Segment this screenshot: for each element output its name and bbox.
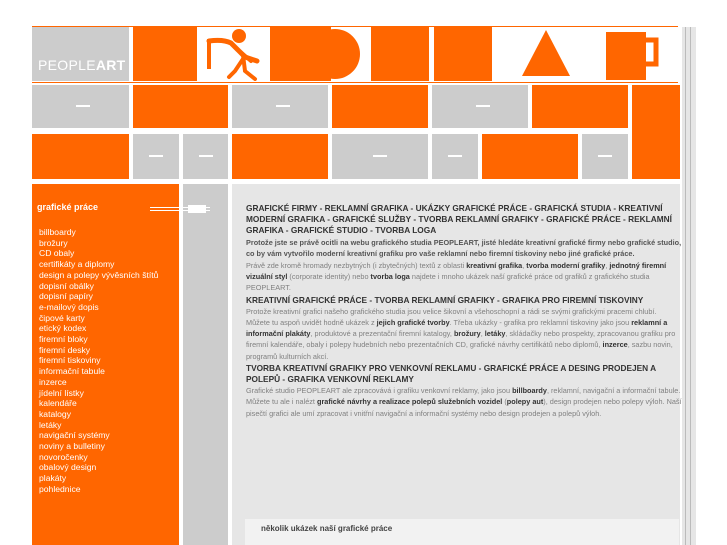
nav-block[interactable] xyxy=(183,134,228,179)
sidebar-title: grafické práce xyxy=(37,202,99,212)
nav-block-tall[interactable] xyxy=(632,85,680,179)
nav-block[interactable] xyxy=(482,134,578,179)
paragraph-2: Protože kreativní grafici našeho grafického studia jsou velice šikovní a všehoschopní a rádi se svými grafickými pracemi chlubí. Můžete tu aspoň uvidět hodně ukázek z jejich grafické tvorby. Třeba ukázky - grafika pro reklamní tiskoviny jako jsou reklamní a informační plakáty, produktové a prezentační firemní katalogy, brožury, letáky, skládačky nebo prospekty, zpracovanou grafiku pro firemní kalendáře, obaly i polepy hudebních nebo prezentačních CD, grafické návrhy certifikátů nebo diplomů, inzerce, sazbu novin, programů kulturních akcí. xyxy=(246,306,676,361)
logo xyxy=(38,57,126,73)
sidebar-item[interactable]: obalový design xyxy=(39,462,97,473)
nav-block[interactable] xyxy=(582,134,628,179)
sidebar-item[interactable]: katalogy xyxy=(39,408,72,419)
examples-title: několik ukázek naší grafické práce xyxy=(261,524,393,533)
heading-1: GRAFICKÉ FIRMY - REKLAMNÍ GRAFIKA - UKÁZKY GRAFICKÉ PRÁCE - GRAFICKÁ STUDIA - KREATIVNÍ MODERNÍ GRAFIKA - GRAFICKÉ SLUŽBY - TVORBA REKLAMNÍ GRAFIKY - GRAFICKÉ PRÁCE - REKLAMNÍ GRAFIKA - GRAFICKÉ STUDIO - TVORBA LOGA xyxy=(246,203,672,236)
nav-block[interactable] xyxy=(32,134,129,179)
sidebar-item[interactable]: noviny a bulletiny xyxy=(39,441,105,452)
article xyxy=(246,203,682,420)
heading-2: KREATIVNÍ GRAFICKÉ PRÁCE - TVORBA REKLAMNÍ GRAFIKY - GRAFIKA PRO FIREMNÍ TISKOVINY xyxy=(246,294,644,305)
square-icon xyxy=(371,27,429,81)
sidebar-item[interactable]: novoročenky xyxy=(39,451,88,462)
nav-block[interactable] xyxy=(532,85,628,128)
sidebar-item[interactable]: certifikáty a diplomy xyxy=(39,259,115,270)
sidebar-item[interactable]: e-mailový dopis xyxy=(39,301,99,312)
sidebar-item[interactable]: CD obaly xyxy=(39,248,75,259)
logo-part2: ART xyxy=(95,57,126,73)
sidebar-item[interactable]: plakáty xyxy=(39,473,67,484)
sidebar-item[interactable]: billboardy xyxy=(39,227,76,237)
slider-handle[interactable] xyxy=(188,205,206,213)
sidebar-item[interactable]: firemní tiskoviny xyxy=(39,355,101,366)
nav-block[interactable] xyxy=(133,134,179,179)
sidebar-item[interactable]: etický kodex xyxy=(39,323,87,334)
nav-block[interactable] xyxy=(32,85,129,128)
sidebar-item[interactable]: inzerce xyxy=(39,376,67,387)
nav-block[interactable] xyxy=(133,85,228,128)
sidebar-item[interactable]: firemní bloky xyxy=(39,334,88,345)
sidebar-item[interactable]: navigační systémy xyxy=(39,430,110,441)
frame-line xyxy=(32,82,678,83)
triangle-icon xyxy=(520,28,572,78)
logo-part1: PEOPLE xyxy=(38,57,96,73)
edge-line xyxy=(690,27,691,545)
sidebar-item[interactable]: dopisní papíry xyxy=(39,291,93,302)
header-block-1 xyxy=(133,27,197,81)
sidebar-item[interactable]: informační tabule xyxy=(39,366,105,377)
sidebar-item[interactable]: čipové karty xyxy=(39,312,85,323)
nav-block[interactable] xyxy=(332,134,428,179)
heading-3: TVORBA KREATIVNÍ GRAFIKY PRO VENKOVNÍ REKLAMU - GRAFICKÉ PRÁCE A DESING PRODEJEN A POLEPŮ - GRAFIKA VENKOVNÍ REKLAMY xyxy=(246,362,656,385)
sidebar-item[interactable]: dopisní obálky xyxy=(39,280,94,291)
nav-block[interactable] xyxy=(232,134,328,179)
nav-block[interactable] xyxy=(432,134,478,179)
sidebar-item[interactable]: firemní desky xyxy=(39,344,91,355)
nav-block[interactable] xyxy=(232,85,328,128)
examples-panel xyxy=(245,519,679,545)
sidebar-menu xyxy=(39,227,158,495)
edge-line xyxy=(685,27,686,545)
sidebar-item[interactable]: pohlednice xyxy=(39,483,81,494)
logo-box[interactable] xyxy=(32,27,129,81)
sidebar-spacer xyxy=(183,184,228,545)
header-block-3 xyxy=(434,27,492,81)
paragraph-1: Právě zde kromě hromady nezbytných (i zbytečných) textů z oblasti kreativní grafika, tvorba moderní grafiky, jednotný firemní vizuální styl (corporate identity) nebo tvorba loga najdete i mnoho ukázek naší grafické práce od grafiků z grafického studia PEOPLEART. xyxy=(246,261,667,293)
lead-paragraph: Protože jste se právě ocitli na webu grafického studia PEOPLEART, jisté hledáte kreativní grafické firmy nebo grafické studio, co by vám vytvořilo moderní kreativní grafiku pro vaše reklamní nebo firemní tiskoviny nebo jiné grafické práce. xyxy=(246,237,682,258)
paragraph-3: Grafické studio PEOPLEART ale zpracovává i grafiku venkovní reklamy, jako jsou billboardy, reklamní, navigační a informační tabule. Můžete tu ale i nalézt grafické návrhy a realizace polepů služebních vozidel (polepy aut), design prodejen nebo polepy výloh. Naší pisečtí grafici ale umí zpracovat i vnitřní navigační a informační systémy nebo design prodejen a polepů výloh. xyxy=(246,386,682,418)
sidebar-item[interactable]: kalendáře xyxy=(39,398,77,409)
sidebar-item[interactable]: brožury xyxy=(39,237,68,248)
nav-block[interactable] xyxy=(332,85,428,128)
sidebar-item[interactable]: letáky xyxy=(39,419,62,430)
sidebar-item[interactable]: design a polepy vývěsních štítů xyxy=(39,269,159,280)
nav-block[interactable] xyxy=(432,85,528,128)
person-pushing-icon xyxy=(201,27,269,81)
mug-icon xyxy=(604,30,662,80)
sidebar-item[interactable]: jídelní lístky xyxy=(39,387,84,398)
circle-icon xyxy=(303,27,367,81)
